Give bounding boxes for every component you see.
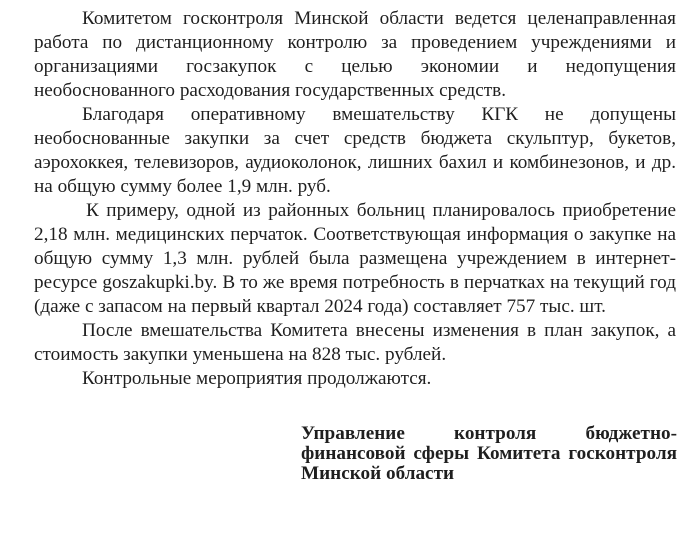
paragraph-remote-control: Комитетом госконтроля Минской области ведется целенаправленная работа по дистанционному контролю за проведением учреждениями и организациями госзакупок с целью экономии и недопущения необоснованного расходования государственных средств.	[34, 8, 676, 101]
paragraph-plan-changes: После вмешательства Комитета внесены изменения в план закупок, а стоимость закупки уменьшена на 828 тыс. рублей.	[34, 320, 676, 365]
paragraph-gloves-example: К примеру, одной из районных больниц планировалось приобретение 2,18 млн. медицинских перчаток. Соответствующая информация о закупке на общую сумму 1,3 млн. рублей была размещена учреждением в интернет-ресурсе goszakupki.by. В то же время потребность в перчатках на текущий год (даже с запасом на первый квартал 2024 года) составляет 757 тыс. шт.	[34, 200, 676, 317]
document-page	[34, 0, 676, 546]
paragraph-activities-continue: Контрольные мероприятия продолжаются.	[82, 368, 432, 389]
signature-block: Управление контроля бюджетно-финансовой сферы Комитета госконтроля Минской области	[301, 423, 677, 484]
paragraph-prevented-purchases: Благодаря оперативному вмешательству КГК не допущены необоснованные закупки за счет средств бюджета скульптур, букетов, аэрохоккея, телевизоров, аудиоколонок, лишних бахил и комбинезонов, и др. на общую сумму более 1,9 млн. руб.	[34, 104, 676, 197]
